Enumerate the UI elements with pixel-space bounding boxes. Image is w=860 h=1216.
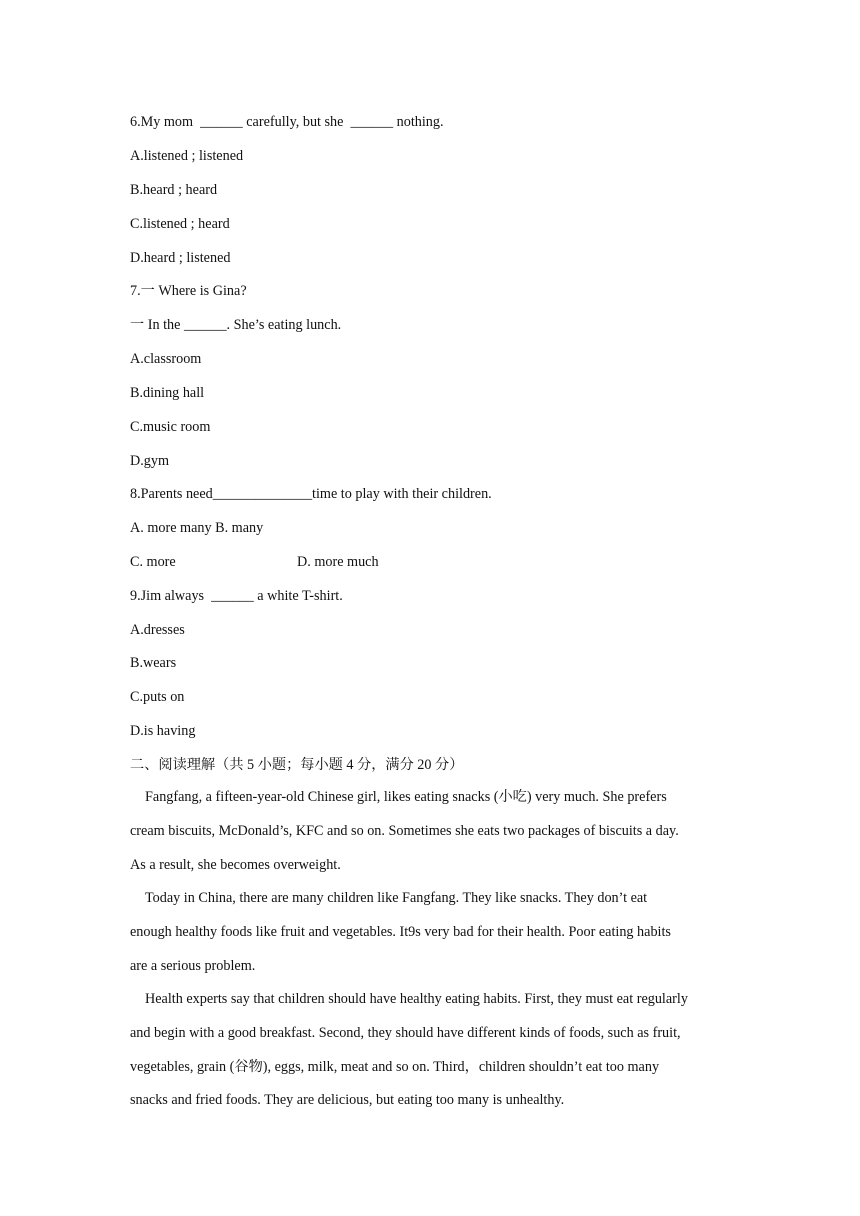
passage-p2-line-2: enough healthy foods like fruit and vegetables. It9s very bad for their health. Poor eating habits [130, 923, 671, 940]
passage-paragraph-1 [130, 781, 730, 882]
question-9-option-b: B.wears [130, 655, 177, 671]
question-7-option-c: C.music room [130, 419, 211, 435]
question-7-option-b: B.dining hall [130, 385, 205, 401]
passage-p3-line-1: Health experts say that children should have healthy eating habits. First, they must eat regularly [145, 991, 688, 1007]
passage-p2-line-1: Today in China, there are many children like Fangfang. They like snacks. They don’t eat [145, 890, 648, 906]
question-8-option-c: C. more [130, 554, 176, 570]
question-7-option-d: D.gym [130, 453, 170, 469]
passage-p3-line-4: snacks and fried foods. They are delicious, but eating too many is unhealthy. [130, 1092, 565, 1109]
question-9-stem: 9.Jim always ______ a white T-shirt. [130, 588, 343, 604]
question-8-stem: 8.Parents need______________time to play with their children. [130, 486, 492, 502]
passage-p2-line-3: are a serious problem. [130, 957, 256, 974]
passage-p1-line-1: Fangfang, a fifteen-year-old Chinese girl, likes eating snacks (小吃) very much. She prefers [145, 789, 667, 805]
question-7-stem: 7.一 Where is Gina? [130, 283, 247, 299]
question-6-stem: 6.My mom ______ carefully, but she ______ nothing. [130, 114, 444, 130]
question-6-option-b: B.heard ; heard [130, 182, 218, 198]
question-6-option-c: C.listened ; heard [130, 216, 230, 232]
question-6-option-d: D.heard ; listened [130, 250, 231, 266]
question-8-option-d: D. more much [297, 554, 379, 570]
question-9-option-a: A.dresses [130, 622, 185, 638]
question-6-option-a: A.listened ; listened [130, 148, 244, 164]
question-9-option-c: C.puts on [130, 689, 185, 705]
passage-p1-line-3: As a result, she becomes overweight. [130, 856, 341, 873]
question-9-option-d: D.is having [130, 723, 196, 739]
passage-paragraph-2 [130, 882, 730, 983]
passage-p3-line-3: vegetables, grain (谷物), eggs, milk, meat and so on. Third，children shouldn’t eat too many [130, 1058, 660, 1075]
passage-paragraph-3 [130, 983, 730, 1118]
question-7-stem-reply: 一 In the ______. She’s eating lunch. [130, 317, 342, 333]
section-2-heading: 二、阅读理解（共 5 小题；每小题 4 分，满分 20 分） [130, 757, 464, 773]
passage-p1-line-2: cream biscuits, McDonald’s, KFC and so on. Sometimes she eats two packages of biscuits a day. [130, 822, 679, 839]
question-7-option-a: A.classroom [130, 351, 202, 367]
question-8-options-ab: A. more many B. many [130, 520, 264, 536]
passage-p3-line-2: and begin with a good breakfast. Second, they should have different kinds of foods, such as fruit, [130, 1024, 681, 1041]
